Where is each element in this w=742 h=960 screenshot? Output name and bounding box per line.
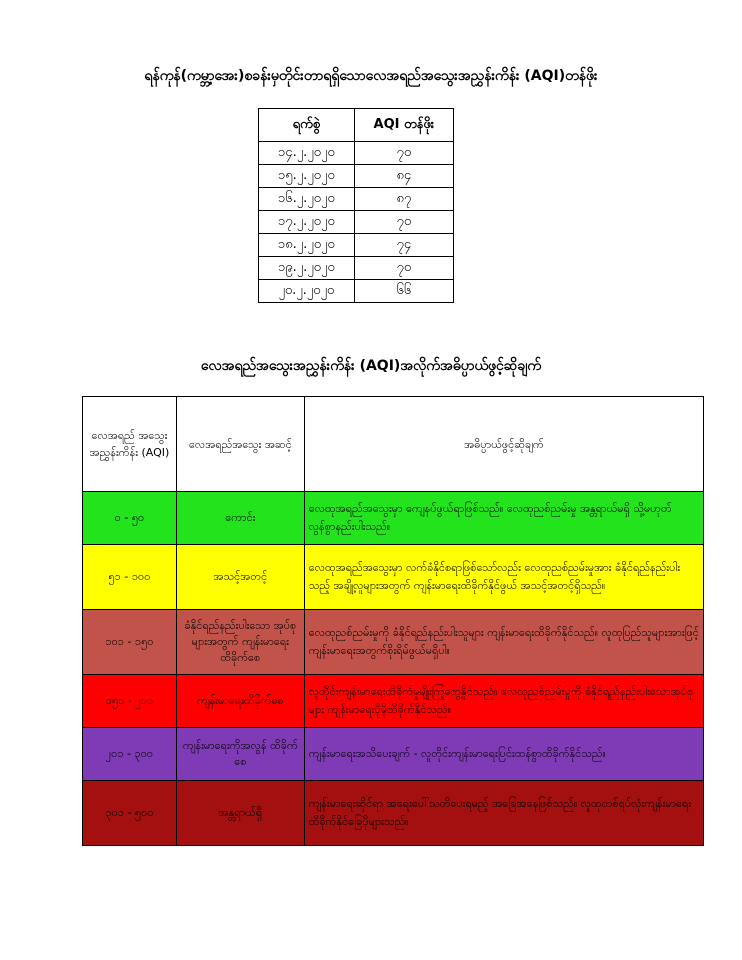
description-cell: ကျန်းမာရေးဆိုင်ရာ အရေးပေါ်သတိပေးရမည့် အခြေအနေဖြစ်သည်။ လူထုတစ်ရပ်လုံးကျန်းမာရေးထိခိုက်နိုင်ခြေပိုများသည်။ [304,781,703,846]
table-row [259,234,454,257]
quality-level-cell: ခံနိုင်ရည်နည်းပါးသော အုပ်စုများအတွက် ကျန်းမာရေးထိခိုက်စေ [176,610,304,675]
aqi-range-cell: ၃၀၁ - ၅၀၀ [83,781,177,846]
quality-level-cell: ကျန်းမာရေးကိုအလွန် ထိခိုက်စေ [176,728,304,781]
column-header-date: ရက်စွဲ [259,109,355,142]
table-row-moderate [83,545,704,610]
table-row [259,211,454,234]
date-cell: ၂၀.၂.၂၀၂၀ [259,280,355,303]
date-cell: ၁၇.၂.၂၀၂၀ [259,211,355,234]
quality-level-cell: ကျန်းမာရေးထိခိုက်စေ [176,675,304,728]
date-cell: ၁၄.၂.၂၀၂၀ [259,142,355,165]
table-row-good [83,492,704,545]
quality-level-cell: ကောင်း [176,492,304,545]
description-cell: ကျန်းမာရေးအသိပေးချက် - လူတိုင်းကျန်းမာရေးပြင်းထန်စွာထိခိုက်နိုင်သည်။ [304,728,703,781]
table-row [259,142,454,165]
column-header-aqi-value: AQI တန်ဖိုး [354,109,453,142]
description-cell: လေထုညစ်ညမ်းမှုကို ခံနိုင်ရည်နည်းပါးသူများ ကျန်းမာရေးထိခိုက်နိုင်သည်။ လူထုပြည်သူများအားဖြင့် ကျန်းမာရေးအတွက်စိုးရိမ်ဖွယ်မရှိပါ။ [304,610,703,675]
description-cell: လေထုအရည်အသွေးမှာ ကျေနပ်ဖွယ်ရာဖြစ်သည်။ လေထုညစ်ညမ်းမှု အန္တရာယ်မရှိ သို့မဟုတ် လွန်စွာနည်းပါးသည်။ [304,492,703,545]
aqi-range-cell: ၀ - ၅၀ [83,492,177,545]
aqi-category-table [82,396,704,846]
table-row [259,165,454,188]
table-row-unhealthy [83,675,704,728]
aqi-value-cell: ၇၄ [354,234,453,257]
aqi-value-cell: ၆၆ [354,280,453,303]
aqi-value-cell: ၈၄ [354,165,453,188]
date-cell: ၁၅.၂.၂၀၂၀ [259,165,355,188]
section-title: လေအရည်အသွေးအညွှန်းကိန်း (AQI)အလိုက်အဓိပ္ပာယ်ဖွင့်ဆိုချက် [200,358,542,374]
date-cell: ၁၈.၂.၂၀၂၀ [259,234,355,257]
column-header-quality-level: လေအရည်အသွေး အဆင့် [176,397,304,492]
aqi-value-cell: ၇၀ [354,142,453,165]
table-row-sensitive [83,610,704,675]
table-header-row [83,397,704,492]
quality-level-cell: အန္တရာယ်ရှိ [176,781,304,846]
aqi-value-cell: ၇၀ [354,257,453,280]
table-row-hazardous [83,781,704,846]
aqi-range-cell: ၅၁ - ၁၀၀ [83,545,177,610]
quality-level-cell: အသင့်အတင့် [176,545,304,610]
description-cell: လေထုအရည်အသွေးမှာ လက်ခံနိုင်စရာဖြစ်သော်လည်း လေထုညစ်ညမ်းမှုအား ခံနိုင်ရည်နည်းပါးသည့် အချို့လူများအတွက် ကျန်းမာရေးထိခိုက်နိုင်ဖွယ် အသင့်အတင့်ရှိသည်။ [304,545,703,610]
date-cell: ၁၆.၂.၂၀၂၀ [259,188,355,211]
aqi-range-cell: ၂၀၁ - ၃၀၀ [83,728,177,781]
table-row [259,280,454,303]
table-row-very-unhealthy [83,728,704,781]
aqi-values-table [258,108,454,303]
description-cell: လူတိုင်းကျန်းမာရေးထိခိုက်မှုမျိုးကြုံတွေ့နိုင်သည်။ လေထုညစ်ညမ်းမှုကို ခံနိုင်ရည်နည်းပါးသောအုပ်စုများ ကျန်းမာရေးပိုမိုထိခိုက်နိုင်သည်။ [304,675,703,728]
date-cell: ၁၉.၂.၂၀၂၀ [259,257,355,280]
table-row [259,188,454,211]
aqi-value-cell: ၇၀ [354,211,453,234]
aqi-value-cell: ၈၇ [354,188,453,211]
aqi-range-cell: ၁၀၁ - ၁၅၀ [83,610,177,675]
aqi-range-cell: ၁၅၁ - ၂၀၀ [83,675,177,728]
table-row [259,257,454,280]
column-header-aqi-range: လေအရည် အသွေး အညွှန်းကိန်း (AQI) [83,397,177,492]
column-header-description: အဓိပ္ပာယ်ဖွင့်ဆိုချက် [304,397,703,492]
table-header-row [259,109,454,142]
page-title: ရန်ကုန်(ကမ္ဘာ့အေး)စခန်းမှတိုင်းတာရရှိသောလေအရည်အသွေးအညွှန်းကိန်း (AQI)တန်ဖိုး [144,68,598,84]
